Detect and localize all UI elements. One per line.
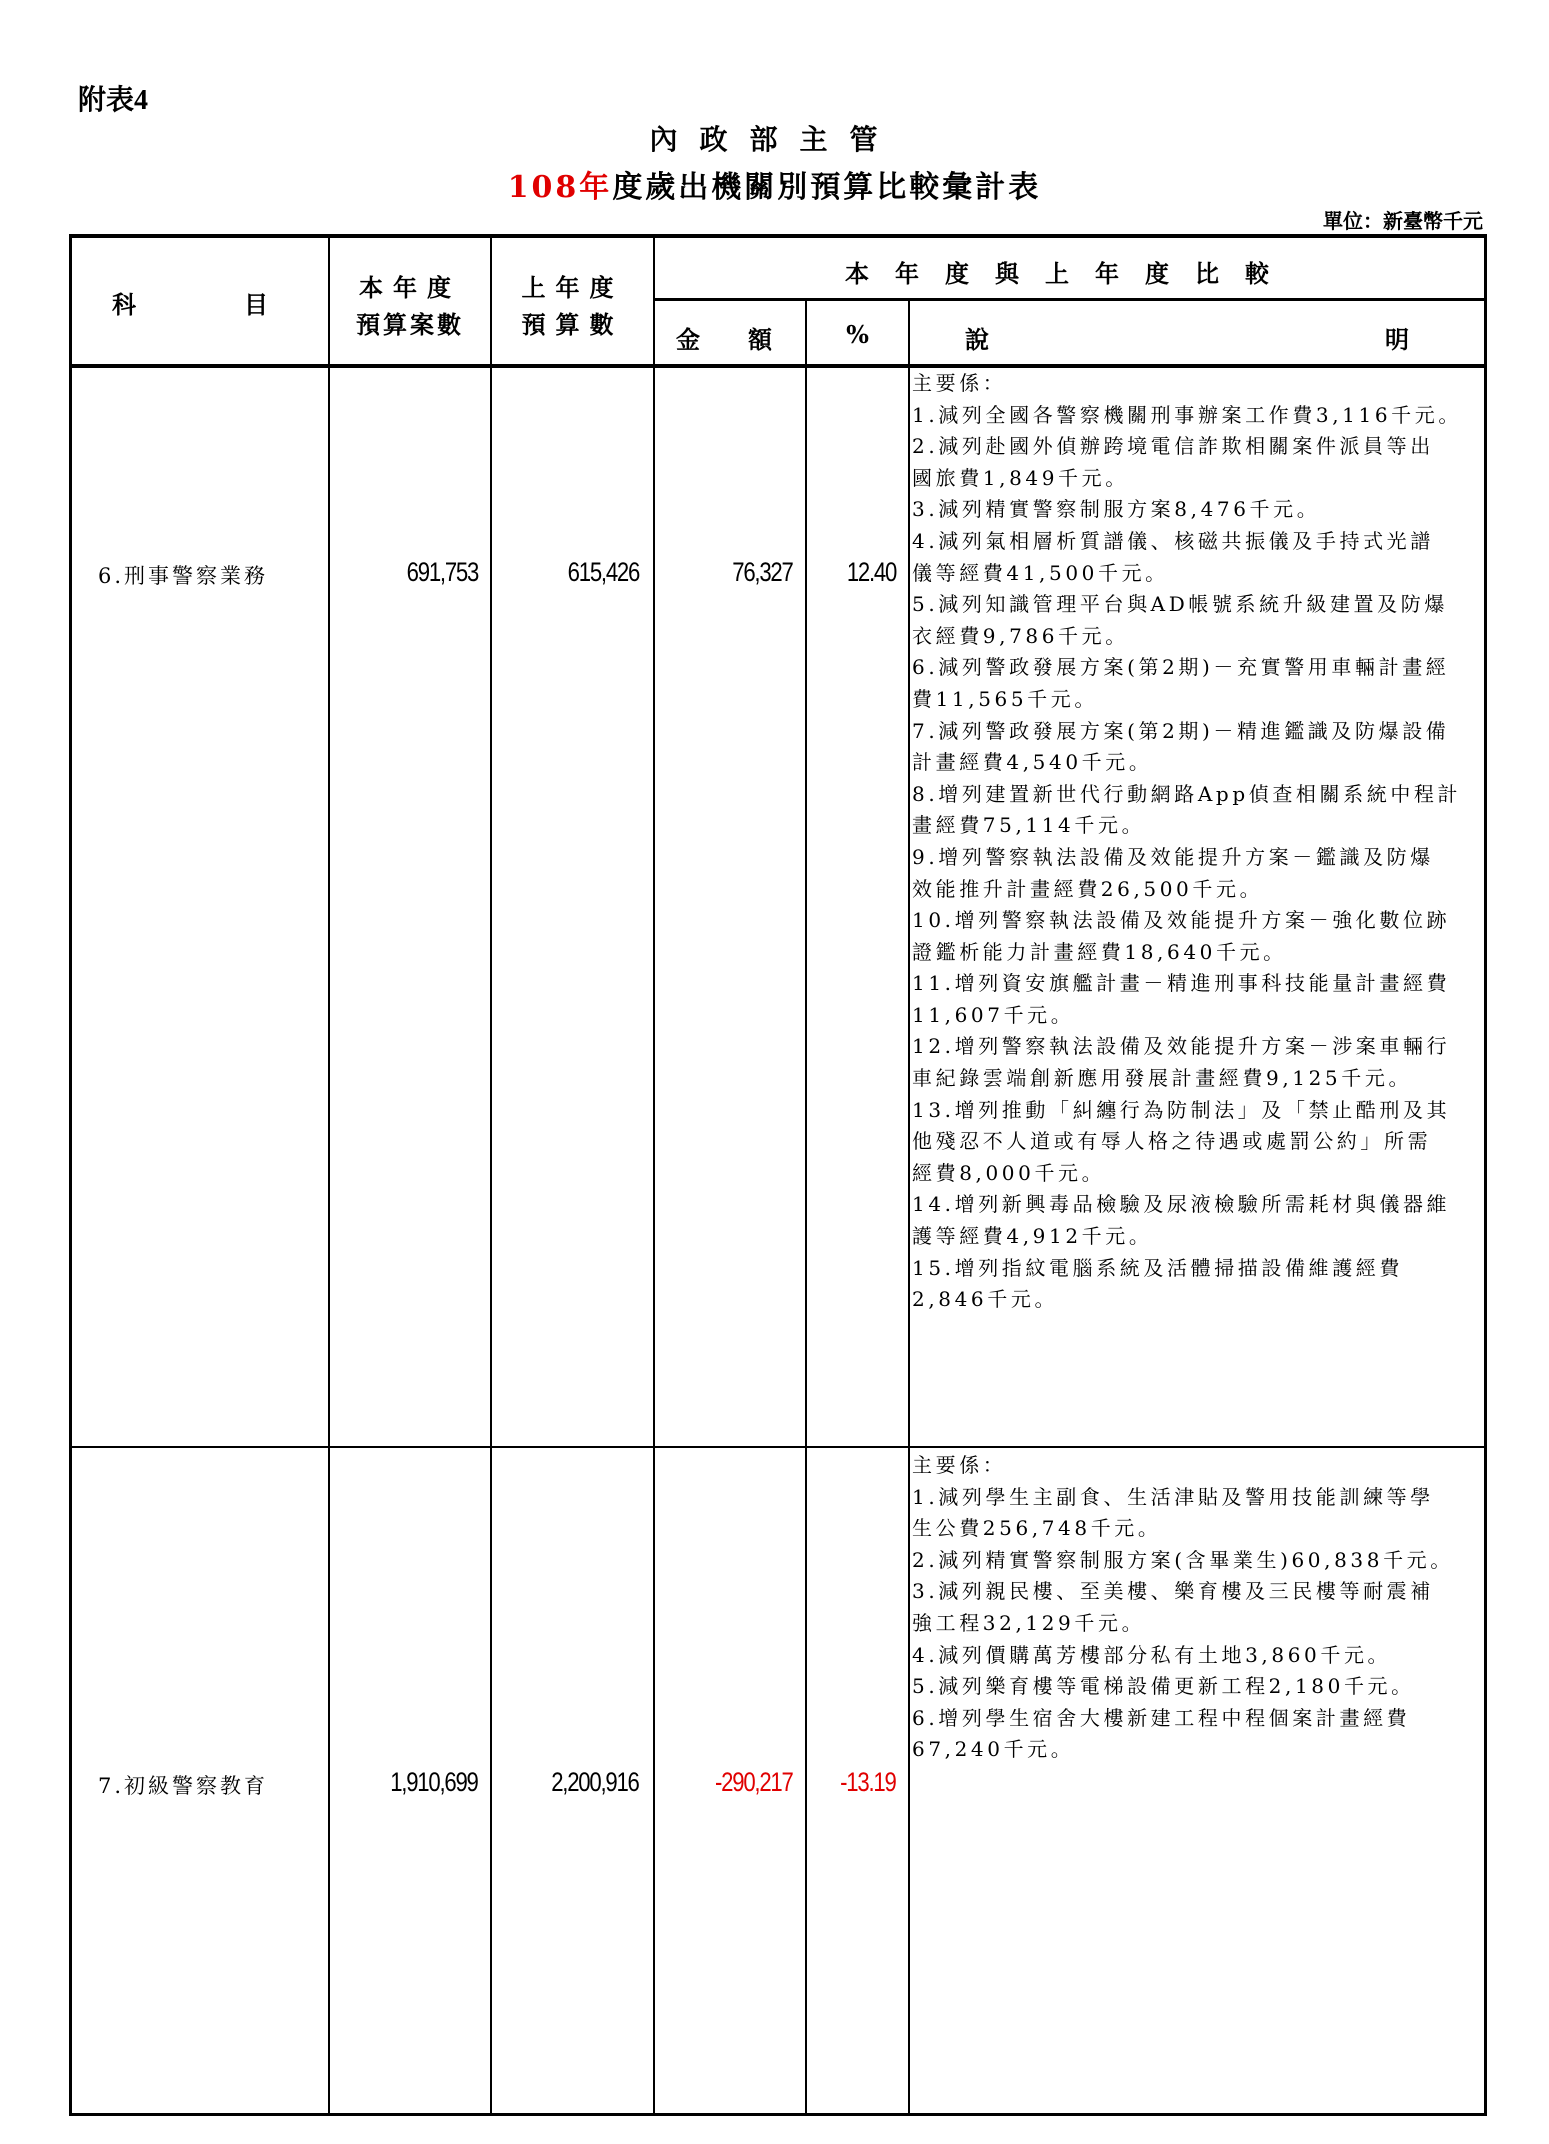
description-line: 強工程32,129千元。 <box>912 1610 1146 1635</box>
header-divider-comparison <box>654 298 1487 301</box>
table-border-bottom <box>69 2113 1487 2116</box>
row-current-budget: 1,910,699 <box>390 1767 478 1797</box>
table-border-right <box>1484 234 1487 2116</box>
row-diff-amount: -290,217 <box>715 1767 793 1797</box>
description-line: 6.增列學生宿舍大樓新建工程中程個案計畫經費 <box>912 1705 1411 1730</box>
col-line <box>328 234 330 2116</box>
header-explain-left: 說 <box>965 325 989 354</box>
description-line: 5.減列樂育樓等電梯設備更新工程2,180千元。 <box>912 1674 1415 1699</box>
header-subject: 科 目 <box>112 290 288 319</box>
header-comparison: 本年度與上年度比較 <box>845 259 1295 288</box>
title-rest: 度歲出機關別預算比較彙計表 <box>612 170 1042 205</box>
description-line: 12.增列警察執法設備及效能提升方案－涉案車輛行 <box>912 1034 1451 1059</box>
description-line: 費11,565千元。 <box>912 686 1098 711</box>
row-divider <box>69 1446 1487 1448</box>
header-current-year-1: 本年度 <box>359 273 461 302</box>
description-line: 2.減列精實警察制服方案(含畢業生)60,838千元。 <box>912 1547 1454 1572</box>
description-line: 7.減列警政發展方案(第2期)－精進鑑識及防爆設備 <box>912 718 1450 743</box>
description-line: 主要係： <box>912 1453 1007 1477</box>
description-line: 畫經費75,114千元。 <box>912 813 1146 838</box>
row-description <box>912 368 1484 1316</box>
description-line: 他殘忍不人道或有辱人格之待遇或處罰公約」所需 <box>912 1129 1432 1154</box>
header-prior-year-1: 上年度 <box>521 273 624 302</box>
description-line: 1.減列學生主副食、生活津貼及警用技能訓練等學 <box>912 1484 1434 1509</box>
description-line: 儀等經費41,500千元。 <box>912 560 1169 585</box>
col-line <box>653 234 655 2116</box>
description-line: 5.減列知識管理平台與AD帳號系統升級建置及防爆 <box>912 592 1448 617</box>
description-line: 主要係： <box>912 371 1007 395</box>
col-line <box>805 300 807 2116</box>
description-line: 13.增列推動「糾纏行為防制法」及「禁止酷刑及其 <box>912 1097 1451 1122</box>
row-description <box>912 1450 1484 1766</box>
header-prior-year-2: 預算數 <box>521 310 624 339</box>
unit-label: 單位：新臺幣千元 <box>1323 209 1483 233</box>
description-line: 6.減列警政發展方案(第2期)－充實警用車輛計畫經 <box>912 655 1450 680</box>
description-line: 10.增列警察執法設備及效能提升方案－強化數位跡 <box>912 908 1451 933</box>
title-year: 108年 <box>507 170 613 205</box>
header-amount: 金 額 <box>676 325 784 354</box>
col-line <box>490 234 492 2116</box>
description-line: 2.減列赴國外偵辦跨境電信詐欺相關案件派員等出 <box>912 434 1434 459</box>
description-line: 衣經費9,786千元。 <box>912 623 1129 648</box>
row-prior-budget: 2,200,916 <box>551 1767 639 1797</box>
description-line: 11.增列資安旗艦計畫－精進刑事科技能量計畫經費 <box>912 971 1451 996</box>
header-explain-right: 明 <box>1385 325 1409 354</box>
col-line <box>908 300 910 2116</box>
annex-label: 附表4 <box>78 85 149 116</box>
description-line: 計畫經費4,540千元。 <box>912 750 1153 775</box>
row-subject: 7.初級警察教育 <box>98 1774 269 1798</box>
row-subject: 6.刑事警察業務 <box>98 564 269 588</box>
title-table <box>0 162 1549 206</box>
row-prior-budget: 615,426 <box>567 557 639 587</box>
description-line: 護等經費4,912千元。 <box>912 1224 1153 1249</box>
description-line: 生公費256,748千元。 <box>912 1516 1162 1541</box>
row-diff-percent: -13.19 <box>840 1767 896 1797</box>
description-line: 9.增列警察執法設備及效能提升方案－鑑識及防爆 <box>912 844 1434 869</box>
description-line: 經費8,000千元。 <box>912 1160 1106 1185</box>
description-line: 2,846千元。 <box>912 1287 1059 1312</box>
description-line: 1.減列全國各警察機關刑事辦案工作費3,116千元。 <box>912 402 1462 427</box>
description-line: 3.減列精實警察制服方案8,476千元。 <box>912 497 1321 522</box>
description-line: 國旅費1,849千元。 <box>912 465 1129 490</box>
description-line: 3.減列親民樓、至美樓、樂育樓及三民樓等耐震補 <box>912 1579 1434 1604</box>
title-ministry: 內政部主管 <box>649 123 900 156</box>
description-line: 證鑑析能力計畫經費18,640千元。 <box>912 939 1287 964</box>
header-percent: % <box>846 320 869 349</box>
description-line: 15.增列指紋電腦系統及活體掃描設備維護經費 <box>912 1255 1404 1280</box>
description-line: 車紀錄雲端創新應用發展計畫經費9,125千元。 <box>912 1066 1413 1091</box>
header-current-year-2: 預算案數 <box>356 310 464 339</box>
row-diff-amount: 76,327 <box>732 557 793 587</box>
description-line: 4.減列氣相層析質譜儀、核磁共振儀及手持式光譜 <box>912 528 1434 553</box>
row-current-budget: 691,753 <box>406 557 478 587</box>
description-line: 67,240千元。 <box>912 1737 1075 1762</box>
table-border-top <box>69 234 1487 238</box>
table-border-left <box>69 234 72 2116</box>
row-diff-percent: 12.40 <box>846 557 896 587</box>
description-line: 14.增列新興毒品檢驗及尿液檢驗所需耗材與儀器維 <box>912 1192 1451 1217</box>
description-line: 8.增列建置新世代行動網路App偵查相關系統中程計 <box>912 781 1462 806</box>
description-line: 11,607千元。 <box>912 1002 1075 1027</box>
description-line: 效能推升計畫經費26,500千元。 <box>912 876 1264 901</box>
description-line: 4.減列價購萬芳樓部分私有土地3,860千元。 <box>912 1642 1392 1667</box>
